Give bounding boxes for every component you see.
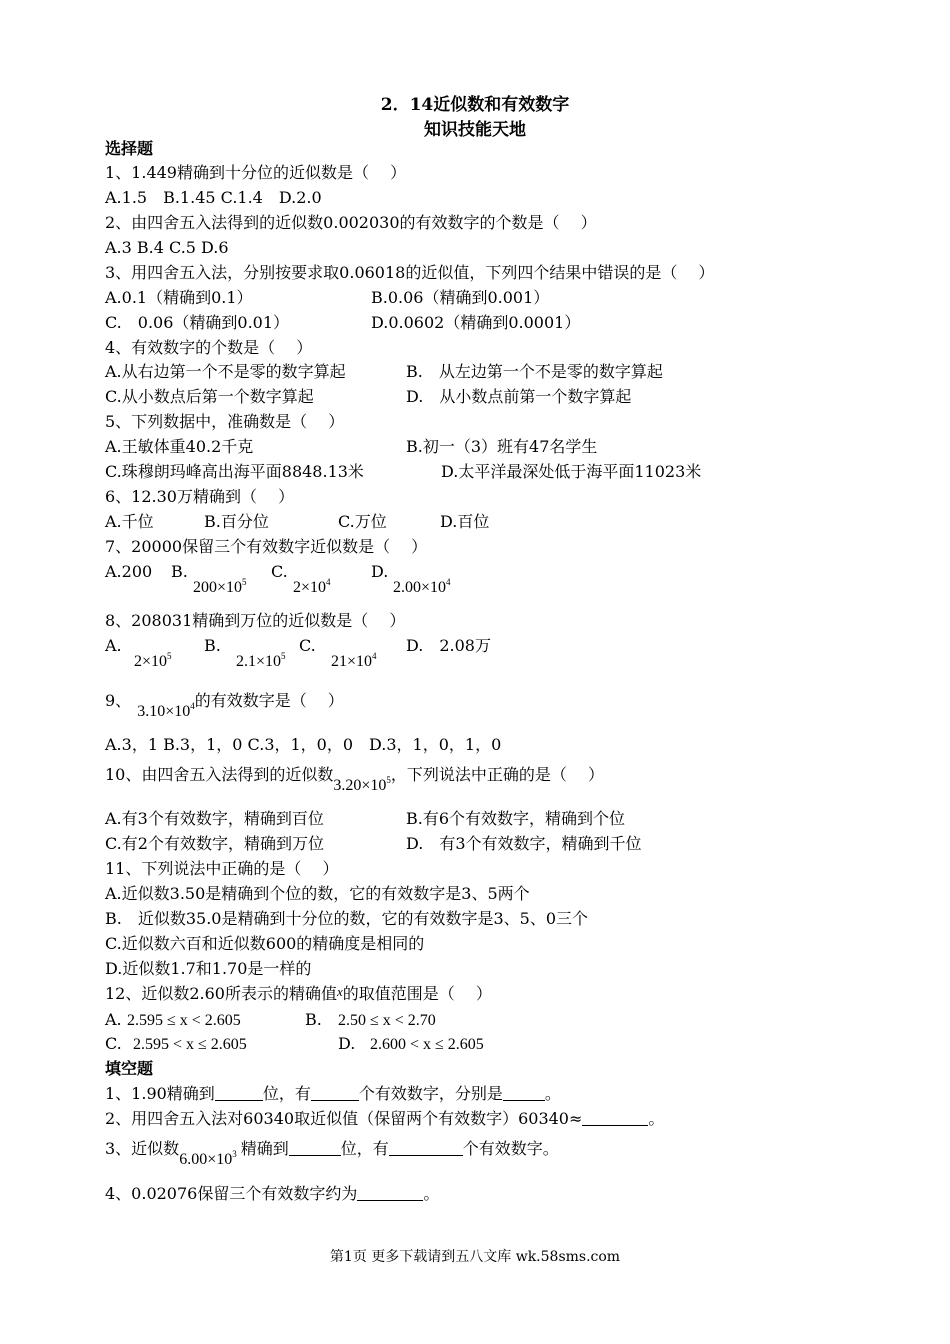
q7-option-c-base: 2×10	[293, 579, 327, 596]
q8-option-a-exp: 5	[167, 651, 172, 661]
q3-option-b: B.0.06（精确到0.001）	[371, 288, 550, 307]
q11-stem: 11、下列说法中正确的是（ ）	[105, 859, 339, 878]
q7-stem: 7、20000保留三个有效数字近似数是（ ）	[105, 537, 428, 556]
fill-1-blank-c[interactable]	[503, 1084, 545, 1101]
q10-option-c: C.有2个有效数字，精确到万位	[105, 834, 324, 853]
q8-option-b-label: B.	[204, 636, 221, 655]
q4-option-a: A.从右边第一个不是零的数字算起	[105, 362, 346, 381]
q7-option-a: A.200	[105, 562, 153, 581]
q7-option-c-label: C.	[271, 562, 288, 581]
section-fill: 填空题	[105, 1059, 154, 1078]
q8-option-a-base: 2×10	[134, 653, 168, 670]
q6-stem: 6、12.30万精确到（ ）	[105, 487, 295, 506]
q6-option-d: D.百位	[440, 512, 490, 531]
q12-option-a: 2.595 ≤ x < 2.605	[127, 1012, 241, 1029]
q2-options: A.3 B.4 C.5 D.6	[105, 238, 229, 257]
q4-option-b: B. 从左边第一个不是零的数字算起	[406, 362, 663, 381]
q12-option-a-label: A.	[105, 1010, 122, 1029]
q9-pre: 9、	[105, 691, 132, 710]
q11-option-a: A.近似数3.50是精确到个位的数，它的有效数字是3、5两个	[105, 884, 530, 903]
q6-option-c: C.万位	[338, 512, 387, 531]
q9-post: 的有效数字是（ ）	[194, 691, 344, 710]
q12-option-c-label: C.	[105, 1034, 122, 1053]
fill-1: 1、1.90精确到 位，有 个有效数字，分别是 。	[105, 1084, 561, 1103]
q9-options: A.3，1 B.3，1，0 C.3，1，0，0 D.3，1，0，1，0	[105, 735, 502, 754]
q7-option-d-label: D.	[371, 562, 389, 581]
q6-option-a: A.千位	[105, 512, 154, 531]
q7-option-d-base: 2.00×10	[393, 579, 447, 596]
fill-3-blank-a[interactable]	[289, 1139, 341, 1156]
q12-stem	[105, 984, 492, 1004]
fill-4: 4、0.02076保留三个有效数字约为 。	[105, 1184, 440, 1203]
fill-2: 2、用四舍五入法对60340取近似值（保留两个有效数字）60340≈ 。	[105, 1109, 665, 1128]
fill-3-expr-base: 6.00×10	[179, 1151, 233, 1168]
q4-option-d: D. 从小数点前第一个数字算起	[406, 387, 632, 406]
q12-post: 的取值范围是（ ）	[342, 984, 492, 1003]
q2-stem: 2、由四舍五入法得到的近似数0.002030的有效数字的个数是（ ）	[105, 213, 597, 232]
q8-option-c-label: C.	[299, 636, 316, 655]
q11-option-b: B. 近似数35.0是精确到十分位的数，它的有效数字是3、5、0三个	[105, 909, 589, 928]
q11-option-c: C.近似数六百和近似数600的精确度是相同的	[105, 934, 425, 953]
doc-subtitle: 知识技能天地	[424, 120, 526, 140]
q4-option-c: C.从小数点后第一个数字算起	[105, 387, 314, 406]
q10-option-d: D. 有3个有效数字，精确到千位	[406, 834, 642, 853]
q7-option-c-exp: 4	[326, 577, 331, 587]
q5-option-c: C.珠穆朗玛峰高出海平面8848.13米	[105, 462, 364, 481]
page-footer: 第1页 更多下载请到五八文库 wk.58sms.com	[329, 1249, 621, 1265]
q12-option-d-label: D.	[338, 1034, 356, 1053]
q10-option-b: B.有6个有效数字，精确到个位	[406, 809, 626, 828]
q1-options: A.1.5 B.1.45 C.1.4 D.2.0	[105, 188, 322, 207]
fill-4-blank[interactable]	[357, 1184, 423, 1201]
q12-variable: x	[337, 984, 343, 999]
fill-1-blank-b[interactable]	[311, 1084, 359, 1101]
q10-expr-exp: 5	[386, 775, 391, 785]
q1-stem: 1、1.449精确到十分位的近似数是（ ）	[105, 163, 407, 182]
q3-stem: 3、用四舍五入法，分别按要求取0.06018的近似值，下列四个结果中错误的是（ ）	[105, 263, 715, 282]
q12-pre: 12、近似数2.60所表示的精确值	[105, 984, 337, 1003]
q9-expr-exp: 4	[190, 701, 195, 711]
q9-expr-base: 3.10×10	[137, 703, 191, 720]
q4-stem: 4、有效数字的个数是（ ）	[105, 338, 313, 357]
q5-option-d: D.太平洋最深处低于海平面11023米	[441, 462, 702, 481]
q10-option-a: A.有3个有效数字，精确到百位	[105, 809, 324, 828]
q10-post: ，下列说法中正确的是（ ）	[390, 765, 604, 784]
q8-stem: 8、208031精确到万位的近似数是（ ）	[105, 611, 406, 630]
q8-option-d: D. 2.08万	[406, 636, 491, 655]
q5-option-b: B.初一（3）班有47名学生	[406, 437, 598, 456]
q6-option-b: B.百分位	[204, 512, 269, 531]
q12-option-b-label: B.	[305, 1010, 322, 1029]
q3-option-d: D.0.0602（精确到0.0001）	[371, 313, 581, 332]
q8-option-b-exp: 5	[281, 651, 286, 661]
fill-3-blank-b[interactable]	[389, 1139, 463, 1156]
q8-option-c-base: 21×10	[331, 653, 373, 670]
q3-option-c: C. 0.06（精确到0.01）	[105, 313, 290, 332]
q5-stem: 5、下列数据中，准确数是（ ）	[105, 412, 345, 431]
q12-option-b: 2.50 ≤ x < 2.70	[338, 1012, 436, 1029]
q5-option-a: A.王敏体重40.2千克	[105, 437, 254, 456]
q12-option-d: 2.600 < x ≤ 2.605	[370, 1036, 484, 1053]
q12-option-c: 2.595 < x ≤ 2.605	[133, 1036, 247, 1053]
q10-expr-base: 3.20×10	[333, 777, 387, 794]
q8-option-a-label: A.	[105, 636, 122, 655]
q7-option-b-base: 200×10	[193, 579, 243, 596]
q10-pre: 10、由四舍五入法得到的近似数	[105, 765, 334, 784]
q8-option-b-base: 2.1×10	[236, 653, 282, 670]
q8-option-c-exp: 4	[372, 651, 377, 661]
q7-option-b-exp: 5	[242, 577, 247, 587]
q11-option-d: D.近似数1.7和1.70是一样的	[105, 959, 312, 978]
q3-option-a: A.0.1（精确到0.1）	[105, 288, 253, 307]
q7-option-b-label: B.	[171, 562, 188, 581]
fill-3-expr-exp: 3	[232, 1149, 237, 1159]
q7-option-d-exp: 4	[446, 577, 451, 587]
fill-1-blank-a[interactable]	[215, 1084, 263, 1101]
fill-2-blank[interactable]	[582, 1109, 648, 1126]
doc-title: 2．14近似数和有效数字	[380, 95, 570, 115]
fill-3: 3、近似数$6.00\times 10^3$ 精确到 位，有 个有效数字。	[105, 1139, 559, 1168]
section-choice: 选择题	[105, 139, 154, 158]
